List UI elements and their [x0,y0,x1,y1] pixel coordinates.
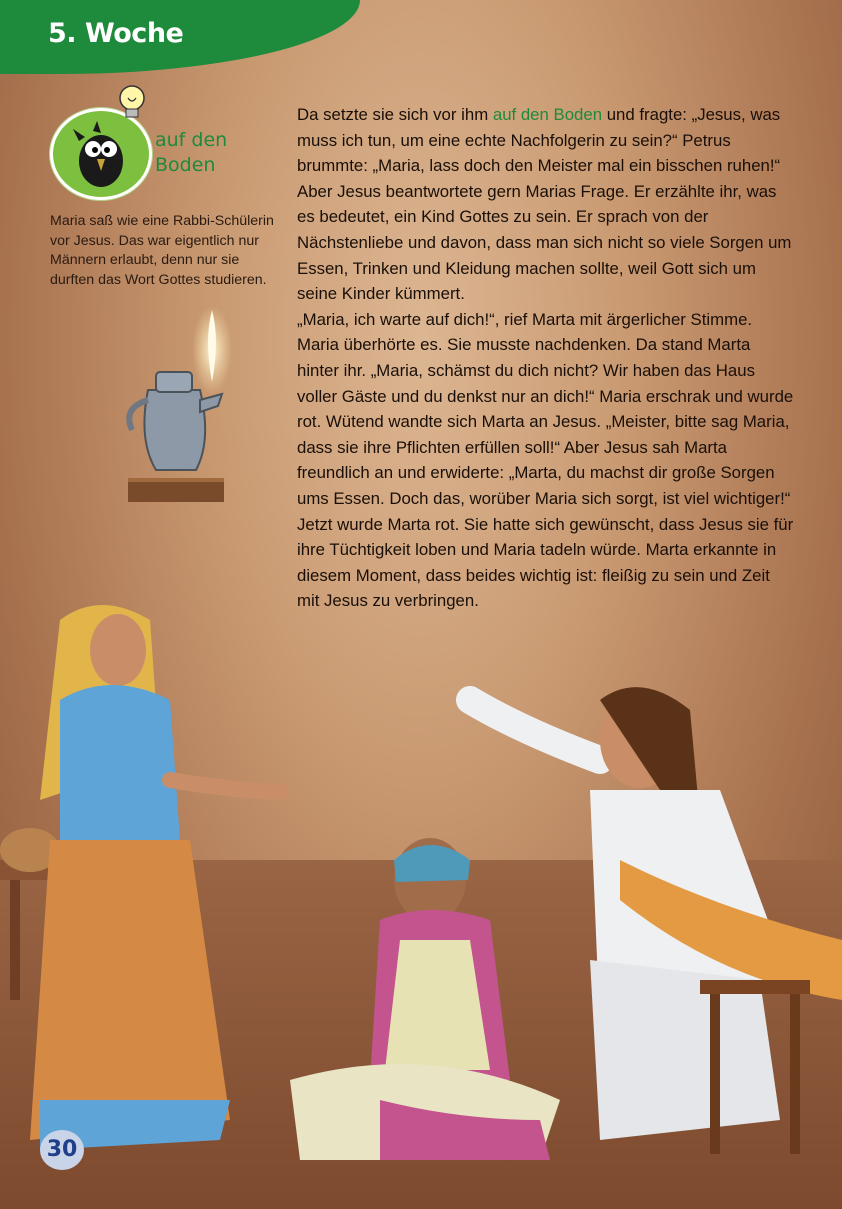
marta-figure [30,605,280,1150]
story-highlight-term: auf den Boden [492,105,603,124]
story-paragraph-1 [297,102,795,307]
badge-label [155,128,227,178]
story-paragraph-2: „Maria, ich warte auf dich!“, rief Marta mit ärgerlicher Stimme. Maria überhörte es. Sie musste nachdenken. Da stand Marta hinter ihr. „Maria, schämst du dich nicht? Wir haben das Haus voller Gäste und du denkst nur an dich!“ Maria erschrak und wurde rot. Wütend wandte sich Marta an Jesus. „Meister, bitte sag Maria, dass sie ihre Pflichten erfüllen soll!“ Aber Jesus sah Marta freundlich an und erwiderte: „Marta, du machst dir große Sorgen ums Essen. Doch das, worüber Maria sich sorgt, ist viel wichtiger!“ Jetzt wurde Marta rot. Sie hatte sich gewünscht, dass Jesus sie für ihre Tüchtigkeit loben und Maria tadeln würde. Marta erkannte in diesem Moment, dass beides wichtig ist: fleißig zu sein und Zeit mit Jesus zu verbringen. [297,309,794,611]
sidebar-note: Maria saß wie eine Rabbi-Schülerin vor Jesus. Das war eigentlich nur Männern erlaubt, denn nur sie durften das Wort Gottes studieren. [50,213,274,288]
maria-figure [290,838,560,1160]
story-text [297,102,795,614]
jesus-figure [470,687,842,1154]
story-p1-end: und fragte: „Jesus, was muss ich tun, um eine echte Nachfolgerin zu sein?“ Petrus brummte: „Maria, lass doch den Meister mal ein bisschen ruhen!“ Aber Jesus beantwortete gern Marias Frage. Er erzählte ihr, was es bedeutet, ein Kind Gottes zu sein. Er sprach von der Nächstenliebe und davon, dass man sich nicht so viele Sorgen um Essen, Trinken und Kleidung machen sollte, weil Gott sich um seine Kinder kümmert. [297,105,792,304]
scene-illustration [0,560,842,1209]
oil-lamp-illustration [112,290,232,510]
story-p1-start: Da setzte sie sich vor ihm [297,105,493,124]
page-number: 30 [40,1130,84,1170]
lightbulb-icon [112,82,152,122]
badge-label-line2: Boden [155,154,216,176]
raven-icon [53,111,149,197]
page-title: 5. Woche [48,18,184,49]
badge-label-line1: auf den [155,129,228,151]
